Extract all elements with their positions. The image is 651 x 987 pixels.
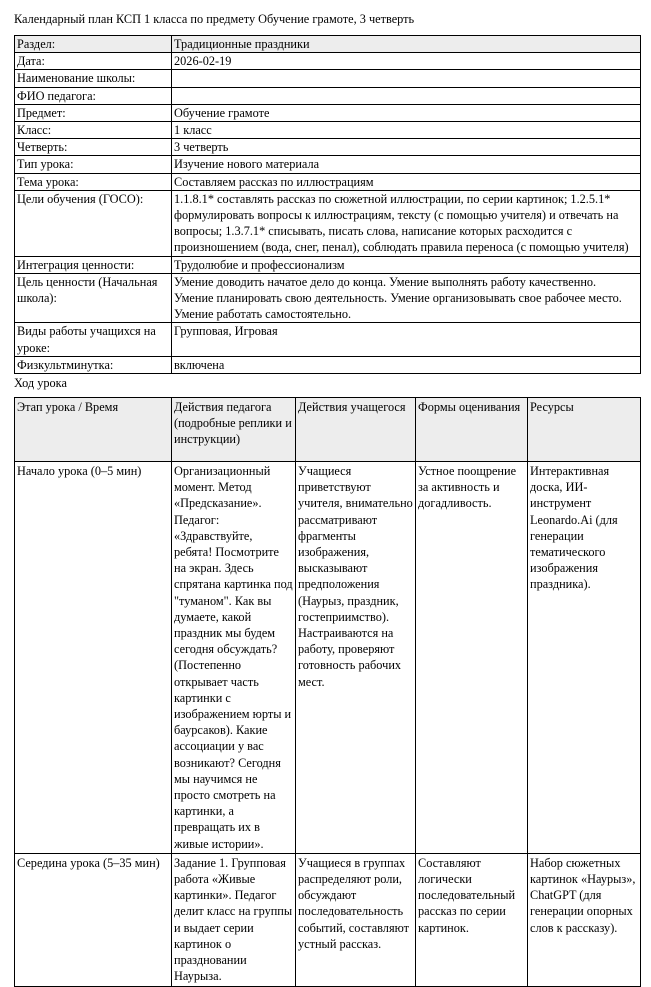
info-label: Тема урока: [15, 173, 172, 190]
assessment-cell: Устное поощрение за активность и догадливость. [416, 462, 528, 854]
info-row-teacher [15, 87, 641, 104]
info-value: 1 класс [172, 122, 641, 139]
info-row-value-goal [15, 273, 641, 323]
info-value [172, 70, 641, 87]
info-row-class [15, 122, 641, 139]
info-label: Дата: [15, 53, 172, 70]
plan-header-row [15, 398, 641, 462]
plan-row-beginning [15, 462, 641, 854]
info-label: Тип урока: [15, 156, 172, 173]
student-actions-cell: Учащиеся в группах распределяют роли, обсуждают последовательность событий, составляют устный рассказ. [296, 853, 416, 986]
student-actions-cell: Учащиеся приветствуют учителя, внимательно рассматривают фрагменты изображения, высказывают предположения (Наурыз, праздник, гостеприимство). Настраиваются на работу, проверяют готовность рабочих мест. [296, 462, 416, 854]
resources-cell: Интерактивная доска, ИИ-инструмент Leonardo.Ai (для генерации тематического изображения праздника). [528, 462, 641, 854]
page-title: Календарный план КСП 1 класса по предмету Обучение грамоте, 3 четверть [14, 12, 415, 26]
teacher-actions-cell: Организационный момент. Метод «Предсказание». Педагог: «Здравствуйте, ребята! Посмотрите на экран. Здесь спрятана картинка под "туманом". Как вы думаете, какой праздник мы будем сегодня обсуждать? (Постепенно открывает часть картинки с изображением юрты и баурсаков). Какие ассоциации у вас возникают? Сегодня мы научимся не просто смотреть на картинки, а превращать их в живые истории». [172, 462, 296, 854]
stage-cell: Середина урока (5–35 мин) [15, 853, 172, 986]
info-value: Изучение нового материала [172, 156, 641, 173]
info-value: 2026-02-19 [172, 53, 641, 70]
info-label: Виды работы учащихся на уроке: [15, 323, 172, 356]
info-row-section [15, 36, 641, 53]
info-label: Физкультминутка: [15, 356, 172, 373]
info-row-quarter [15, 139, 641, 156]
info-value: Составляем рассказ по иллюстрациям [172, 173, 641, 190]
info-row-learning-goals [15, 190, 641, 256]
info-row-work-types [15, 323, 641, 356]
lesson-progress-title: Ход урока [14, 376, 67, 390]
info-row-value-integration [15, 256, 641, 273]
resources-cell: Набор сюжетных картинок «Наурыз», ChatGPT (для генерации опорных слов к рассказу). [528, 853, 641, 986]
info-value: Трудолюбие и профессионализм [172, 256, 641, 273]
info-label: Четверть: [15, 139, 172, 156]
info-value: 1.1.8.1* составлять рассказ по сюжетной иллюстрации, по серии картинок; 1.2.5.1* формулировать вопросы к иллюстрациям, тексту (с помощью учителя) и отвечать на вопросы; 1.3.7.1* списывать, писать слова, написание которых расходится с произношением (вода, снег, пенал), соблюдать правила переноса (с помощью учителя) [172, 190, 641, 256]
info-row-topic [15, 173, 641, 190]
info-label: Цели обучения (ГОСО): [15, 190, 172, 256]
info-value [172, 87, 641, 104]
info-value: включена [172, 356, 641, 373]
assessment-cell: Составляют логически последовательный рассказ по серии картинок. [416, 853, 528, 986]
header-teacher-actions: Действия педагога (подробные реплики и инструкции) [172, 398, 296, 462]
teacher-actions-cell: Задание 1. Групповая работа «Живые картинки». Педагог делит класс на группы и выдает серии картинок о праздновании Наурыза. [172, 853, 296, 986]
info-row-school [15, 70, 641, 87]
info-row-lesson-type [15, 156, 641, 173]
plan-row-middle [15, 853, 641, 986]
header-resources: Ресурсы [528, 398, 641, 462]
info-row-date [15, 53, 641, 70]
info-value: Традиционные праздники [172, 36, 641, 53]
info-value: Групповая, Игровая [172, 323, 641, 356]
info-row-physical-break [15, 356, 641, 373]
header-student-actions: Действия учащегося [296, 398, 416, 462]
header-assessment: Формы оценивания [416, 398, 528, 462]
info-label: Предмет: [15, 104, 172, 121]
info-label: Раздел: [15, 36, 172, 53]
info-label: Цель ценности (Начальная школа): [15, 273, 172, 323]
info-value: Умение доводить начатое дело до конца. Умение выполнять работу качественно. Умение планировать свою деятельность. Умение организовывать свое рабочее место. Умение работать самостоятельно. [172, 273, 641, 323]
lesson-plan-table [14, 397, 641, 987]
info-label: Наименование школы: [15, 70, 172, 87]
info-row-subject [15, 104, 641, 121]
info-value: Обучение грамоте [172, 104, 641, 121]
stage-cell: Начало урока (0–5 мин) [15, 462, 172, 854]
info-label: ФИО педагога: [15, 87, 172, 104]
lesson-info-table [14, 35, 641, 374]
info-label: Интеграция ценности: [15, 256, 172, 273]
info-value: 3 четверть [172, 139, 641, 156]
info-label: Класс: [15, 122, 172, 139]
header-stage: Этап урока / Время [15, 398, 172, 462]
